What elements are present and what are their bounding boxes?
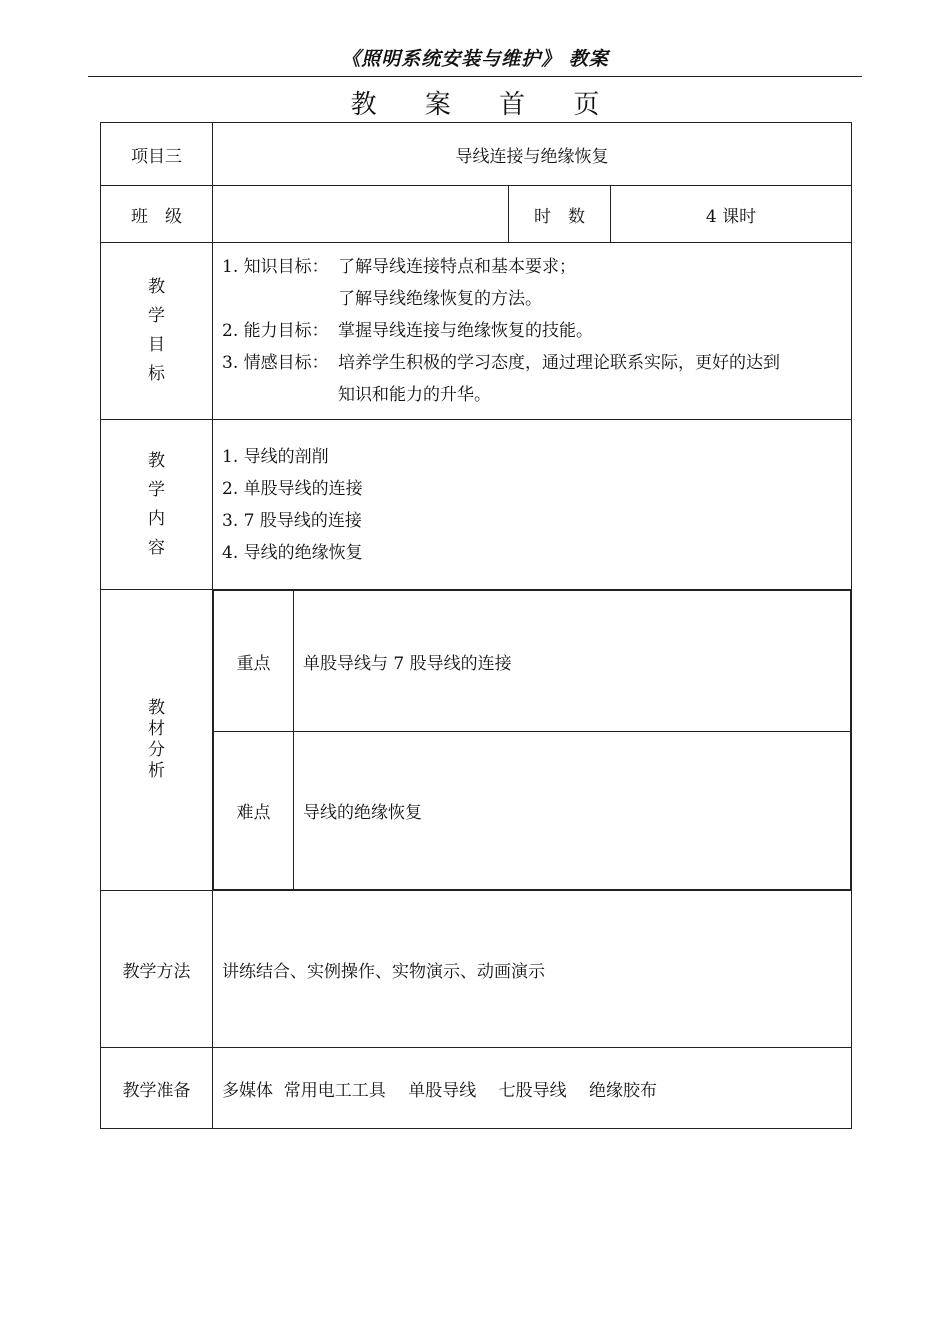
goals-label: 教 学 目 标: [101, 243, 213, 420]
analysis-label: 教 材 分 析: [101, 590, 213, 891]
hours-label: 时 数: [509, 186, 611, 243]
goal-ability: 2. 能力目标： 掌握导线连接与绝缘恢复的技能。: [222, 321, 593, 341]
goals-row: [101, 243, 852, 420]
content-item: 3. 7 股导线的连接: [222, 510, 362, 531]
page-title: 教 案 首 页: [350, 90, 620, 120]
goal-knowledge: 1. 知识目标： 了解导线连接特点和基本要求；: [222, 257, 576, 277]
method-row: [101, 891, 852, 1048]
key-point-label: 重点: [214, 591, 294, 732]
goal-emotion: 3. 情感目标： 培养学生积极的学习态度，通过理论联系实际，更好的达到: [222, 353, 780, 373]
class-value: [213, 186, 509, 243]
content-item: 1. 导线的剖削: [222, 446, 329, 467]
content-list: [213, 420, 852, 590]
lesson-plan-table: [100, 122, 852, 1129]
content-item: 4. 导线的绝缘恢复: [222, 542, 363, 563]
method-value: 讲练结合、实例操作、实物演示、动画演示: [213, 891, 852, 1048]
class-label: 班 级: [101, 186, 213, 243]
project-value: 导线连接与绝缘恢复: [213, 123, 852, 186]
difficult-point-value: 导线的绝缘恢复: [294, 732, 851, 890]
goals-content: [213, 243, 852, 420]
analysis-cell: [213, 590, 852, 891]
goal-emotion-2: 知识和能力的升华。: [338, 385, 491, 405]
class-row: [101, 186, 852, 243]
method-label: 教学方法: [101, 891, 213, 1048]
difficult-point-label: 难点: [214, 732, 294, 890]
project-label: 项目三: [101, 123, 213, 186]
project-row: [101, 123, 852, 186]
prep-value: 多媒体 常用电工工具 单股导线 七股导线 绝缘胶布: [213, 1048, 852, 1129]
analysis-row: [101, 590, 852, 891]
content-item: 2. 单股导线的连接: [222, 478, 363, 499]
key-point-value: 单股导线与 7 股导线的连接: [294, 591, 851, 732]
content-row: [101, 420, 852, 590]
header-rule: [88, 76, 862, 77]
analysis-inner-table: [213, 590, 851, 890]
prep-row: [101, 1048, 852, 1129]
goal-knowledge-2: 了解导线绝缘恢复的方法。: [338, 289, 542, 309]
header-title: 《照明系统安装与维护》 教案: [341, 48, 609, 70]
prep-label: 教学准备: [101, 1048, 213, 1129]
content-label: 教 学 内 容: [101, 420, 213, 590]
hours-value: 4 课时: [611, 186, 852, 243]
